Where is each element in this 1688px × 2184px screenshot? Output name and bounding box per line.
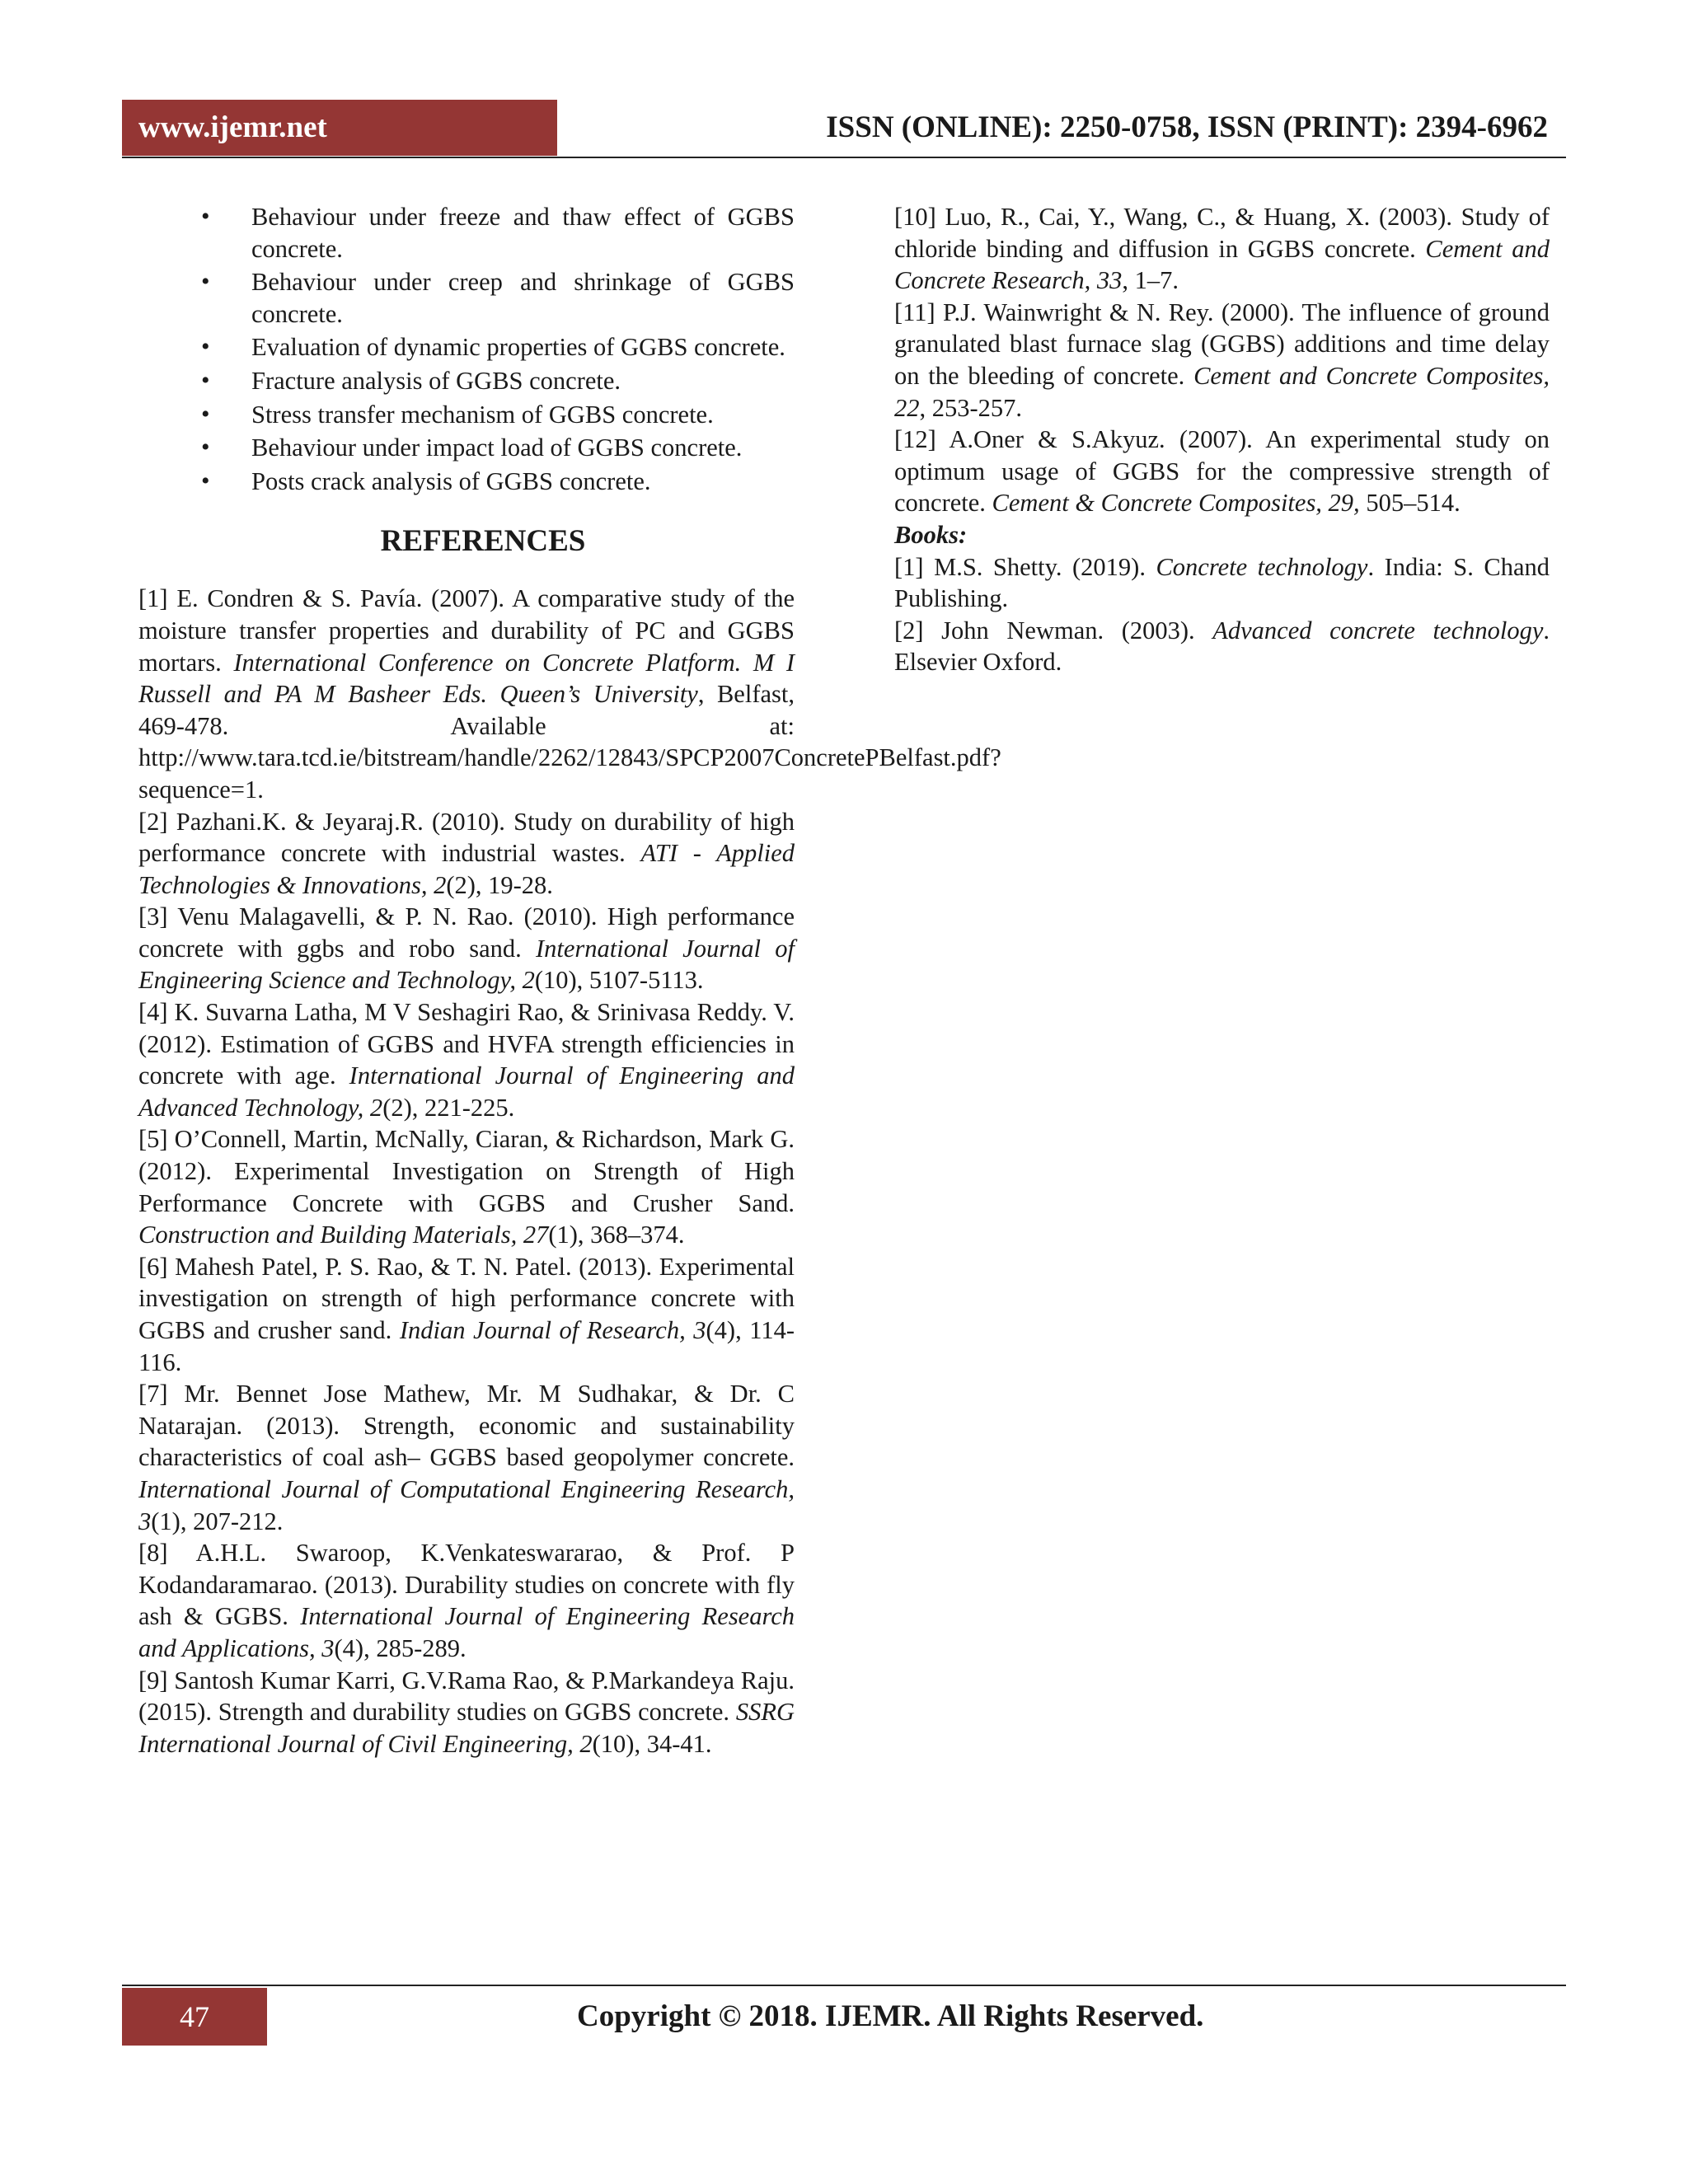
header-divider [122, 157, 1566, 158]
list-item: • Posts crack analysis of GGBS concrete. [138, 466, 795, 498]
reference-entry: [9] Santosh Kumar Karri, G.V.Rama Rao, & P.Markandeya Raju. (2015). Strength and durability studies on GGBS concrete. SSRG International Journal of Civil Engineering, 2(10), 34-41. [138, 1666, 795, 1758]
reference-entry: [8] A.H.L. Swaroop, K.Venkateswararao, & Prof. P Kodandaramarao. (2013). Durability studies on concrete with fly ash & GGBS. International Journal of Engineering Research and Applications, 3(4), 285-289. [138, 1539, 795, 1662]
journal-website: www.ijemr.net [138, 110, 327, 144]
list-item: • Behaviour under freeze and thaw effect of GGBS concrete. [138, 201, 795, 265]
issn-line: ISSN (ONLINE): 2250-0758, ISSN (PRINT): 2394-6962 [826, 110, 1548, 144]
reference-entry: [12] A.Oner & S.Akyuz. (2007). An experimental study on optimum usage of GGBS for the compressive strength of concrete. Cement & Concrete Composites, 29, 505–514. [894, 425, 1550, 518]
books-heading: Books: [894, 520, 968, 549]
list-item: • Fracture analysis of GGBS concrete. [138, 365, 795, 397]
reference-entry: [1] E. Condren & S. Pavía. (2007). A comparative study of the moisture transfer properties and durability of PC and GGBS mortars. International Conference on Concrete Platform. M I Russell and PA M Basheer Eds. Queen’s University, Belfast, 469-478. Available at: http://www.tara.tcd.ie/bitstream/handle/2262/12843/SPCP2007ConcretePBelfast.pdf?sequence=1. [138, 584, 1001, 804]
reference-entry: [7] Mr. Bennet Jose Mathew, Mr. M Sudhakar, & Dr. C Natarajan. (2013). Strength, economic and sustainability characteristics of coal ash– GGBS based geopolymer concrete. International Journal of Computational Engineering Research, 3(1), 207-212. [138, 1380, 795, 1535]
right-column [894, 201, 1550, 678]
list-item: • Behaviour under impact load of GGBS concrete. [138, 432, 795, 464]
book-entry: [1] M.S. Shetty. (2019). Concrete technology. India: S. Chand Publishing. [894, 552, 1550, 613]
list-item: • Stress transfer mechanism of GGBS concrete. [138, 399, 795, 431]
reference-entry: [4] K. Suvarna Latha, M V Seshagiri Rao, & Srinivasa Reddy. V. (2012). Estimation of GGBS and HVFA strength efficiencies in concrete with age. International Journal of Engineering and Advanced Technology, 2(2), 221-225. [138, 998, 795, 1122]
future-work-list [138, 201, 795, 497]
reference-entry: [11] P.J. Wainwright & N. Rey. (2000). The influence of ground granulated blast furnace slag (GGBS) additions and time delay on the bleeding of concrete. Cement and Concrete Composites, 22, 253-257. [894, 298, 1550, 422]
list-item: • Behaviour under creep and shrinkage of GGBS concrete. [138, 266, 795, 330]
book-entry: [2] John Newman. (2003). Advanced concrete technology. Elsevier Oxford. [894, 616, 1550, 677]
reference-entry: [3] Venu Malagavelli, & P. N. Rao. (2010). High performance concrete with ggbs and robo sand. International Journal of Engineering Science and Technology, 2(10), 5107-5113. [138, 902, 795, 995]
reference-entry: [6] Mahesh Patel, P. S. Rao, & T. N. Patel. (2013). Experimental investigation on strength of high performance concrete with GGBS and crusher sand. Indian Journal of Research, 3(4), 114-116. [138, 1252, 795, 1376]
list-item: • Evaluation of dynamic properties of GGBS concrete. [138, 331, 795, 363]
footer-divider [122, 1985, 1566, 1986]
references-heading: REFERENCES [380, 524, 586, 559]
page-number: 47 [122, 1988, 267, 2046]
copyright-notice: Copyright © 2018. IJEMR. All Rights Reserved. [577, 1999, 1204, 2033]
reference-entry: [2] Pazhani.K. & Jeyaraj.R. (2010). Study on durability of high performance concrete with industrial wastes. ATI - Applied Technologies & Innovations, 2(2), 19-28. [138, 807, 795, 899]
reference-entry: [5] O’Connell, Martin, McNally, Ciaran, & Richardson, Mark G. (2012). Experimental Investigation on Strength of High Performance Concrete with GGBS and Crusher Sand. Construction and Building Materials, 27(1), 368–374. [138, 1125, 795, 1249]
reference-entry: [10] Luo, R., Cai, Y., Wang, C., & Huang, X. (2003). Study of chloride binding and diffusion in GGBS concrete. Cement and Concrete Research, 33, 1–7. [894, 203, 1550, 295]
